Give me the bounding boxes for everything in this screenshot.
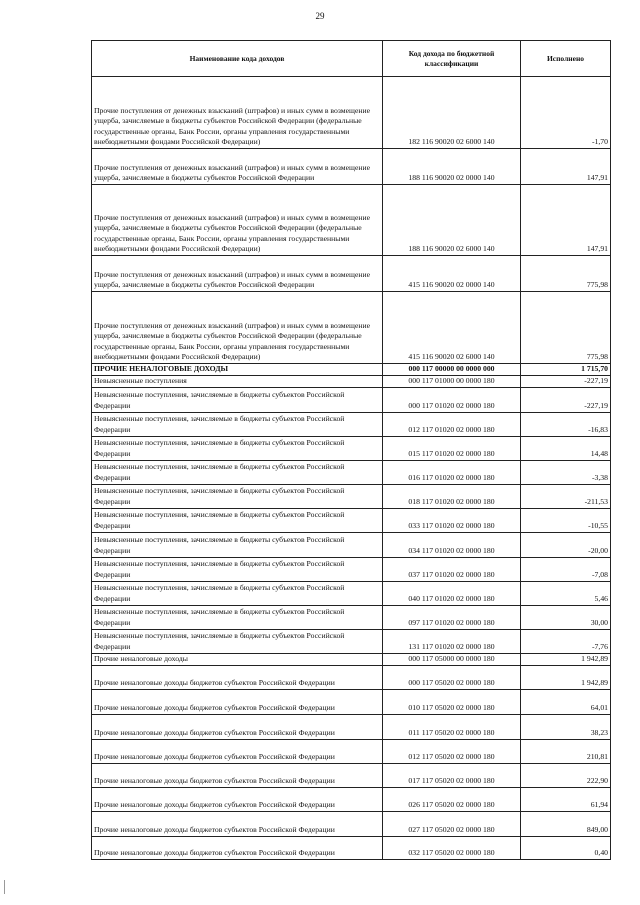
executed-amount-cell: 5,46 [521, 581, 611, 605]
table-row [92, 185, 611, 256]
budget-code-cell: 018 117 01020 02 0000 180 [383, 484, 521, 508]
budget-code-cell: 131 117 01020 02 0000 180 [383, 629, 521, 653]
executed-amount-cell: 0,40 [521, 836, 611, 859]
budget-code-cell: 182 116 90020 02 6000 140 [383, 77, 521, 149]
executed-amount-cell: -7,08 [521, 557, 611, 581]
budget-code-cell: 012 117 05020 02 0000 180 [383, 739, 521, 763]
executed-amount-cell: 1 942,89 [521, 653, 611, 665]
executed-amount-cell: 61,94 [521, 787, 611, 811]
table-row [92, 532, 611, 557]
executed-amount-cell: 1 942,89 [521, 665, 611, 689]
budget-table [91, 40, 611, 860]
table-row [92, 689, 611, 714]
table-row [92, 508, 611, 532]
income-name-cell: Прочие неналоговые доходы бюджетов субъектов Российской Федерации [92, 665, 383, 689]
header-code: Код дохода по бюджетной классификации [383, 41, 521, 77]
income-name-cell: Прочие поступления от денежных взысканий (штрафов) и иных сумм в возмещение ущерба, зачисляемые в бюджеты субъектов Российской Федерации (федеральные государственные органы, Банк России, органы управления государственными внебюджетными фондами Российской Федерации) [92, 292, 383, 364]
income-name-cell: Прочие поступления от денежных взысканий (штрафов) и иных сумм в возмещение ущерба, зачисляемые в бюджеты субъектов Российской Федерации (федеральные государственные органы, Банк России, органы управления государственными внебюджетными фондами Российской Федерации) [92, 185, 383, 256]
table-row [92, 605, 611, 629]
table-row [92, 557, 611, 581]
income-name-cell: Невыясненные поступления, зачисляемые в бюджеты субъектов Российской Федерации [92, 508, 383, 532]
executed-amount-cell: 14,48 [521, 436, 611, 460]
header-name: Наименование кода доходов [92, 41, 383, 77]
table-row [92, 375, 611, 387]
table-row [92, 364, 611, 376]
budget-code-cell: 034 117 01020 02 0000 180 [383, 532, 521, 557]
table-row [92, 763, 611, 787]
executed-amount-cell: -227,19 [521, 387, 611, 412]
budget-code-cell: 415 116 90020 02 0000 140 [383, 256, 521, 292]
executed-amount-cell: -10,55 [521, 508, 611, 532]
income-name-cell: Невыясненные поступления, зачисляемые в бюджеты субъектов Российской Федерации [92, 557, 383, 581]
income-name-cell: Прочие неналоговые доходы бюджетов субъектов Российской Федерации [92, 836, 383, 859]
income-name-cell: Невыясненные поступления, зачисляемые в бюджеты субъектов Российской Федерации [92, 387, 383, 412]
executed-amount-cell: 1 715,70 [521, 364, 611, 376]
executed-amount-cell: 210,81 [521, 739, 611, 763]
budget-code-cell: 000 117 00000 00 0000 000 [383, 364, 521, 376]
budget-code-cell: 000 117 05000 00 0000 180 [383, 653, 521, 665]
budget-code-cell: 015 117 01020 02 0000 180 [383, 436, 521, 460]
budget-code-cell: 010 117 05020 02 0000 180 [383, 689, 521, 714]
income-name-cell: Невыясненные поступления, зачисляемые в бюджеты субъектов Российской Федерации [92, 484, 383, 508]
income-name-cell: Прочие неналоговые доходы бюджетов субъектов Российской Федерации [92, 689, 383, 714]
income-name-cell: Невыясненные поступления, зачисляемые в бюджеты субъектов Российской Федерации [92, 605, 383, 629]
table-row [92, 811, 611, 836]
income-name-cell: Невыясненные поступления, зачисляемые в бюджеты субъектов Российской Федерации [92, 581, 383, 605]
executed-amount-cell: -16,83 [521, 412, 611, 436]
budget-code-cell: 026 117 05020 02 0000 180 [383, 787, 521, 811]
executed-amount-cell: -3,38 [521, 460, 611, 484]
budget-code-cell: 017 117 05020 02 0000 180 [383, 763, 521, 787]
executed-amount-cell: 222,90 [521, 763, 611, 787]
budget-code-cell: 188 116 90020 02 0000 140 [383, 149, 521, 185]
table-row [92, 387, 611, 412]
table-row [92, 256, 611, 292]
budget-code-cell: 000 117 05020 02 0000 180 [383, 665, 521, 689]
income-name-cell: Прочие неналоговые доходы бюджетов субъектов Российской Федерации [92, 739, 383, 763]
table-row [92, 484, 611, 508]
income-name-cell: Невыясненные поступления, зачисляемые в бюджеты субъектов Российской Федерации [92, 412, 383, 436]
income-name-cell: Прочие неналоговые доходы бюджетов субъектов Российской Федерации [92, 811, 383, 836]
income-name-cell: Невыясненные поступления, зачисляемые в бюджеты субъектов Российской Федерации [92, 436, 383, 460]
budget-code-cell: 040 117 01020 02 0000 180 [383, 581, 521, 605]
executed-amount-cell: 147,91 [521, 149, 611, 185]
table-row [92, 436, 611, 460]
budget-code-cell: 032 117 05020 02 0000 180 [383, 836, 521, 859]
table-row [92, 581, 611, 605]
table-row [92, 653, 611, 665]
table-body [92, 77, 611, 860]
income-name-cell: Невыясненные поступления, зачисляемые в бюджеты субъектов Российской Федерации [92, 629, 383, 653]
budget-code-cell: 012 117 01020 02 0000 180 [383, 412, 521, 436]
executed-amount-cell: 64,01 [521, 689, 611, 714]
income-name-cell: Невыясненные поступления, зачисляемые в бюджеты субъектов Российской Федерации [92, 460, 383, 484]
table-row [92, 412, 611, 436]
margin-mark [4, 880, 7, 894]
table-row [92, 460, 611, 484]
table-row [92, 292, 611, 364]
budget-code-cell: 188 116 90020 02 6000 140 [383, 185, 521, 256]
budget-code-cell: 415 116 90020 02 6000 140 [383, 292, 521, 364]
executed-amount-cell: -7,76 [521, 629, 611, 653]
table-row [92, 787, 611, 811]
executed-amount-cell: -211,53 [521, 484, 611, 508]
header-executed: Исполнено [521, 41, 611, 77]
table-header-row [92, 41, 611, 77]
executed-amount-cell: 38,23 [521, 714, 611, 739]
table-row [92, 739, 611, 763]
table-row [92, 665, 611, 689]
income-name-cell: Прочие поступления от денежных взысканий (штрафов) и иных сумм в возмещение ущерба, зачисляемые в бюджеты субъектов Российской Федерации (федеральные государственные органы, Банк России, органы управления государственными внебюджетными фондами Российской Федерации) [92, 77, 383, 149]
table-row [92, 714, 611, 739]
table-row [92, 149, 611, 185]
executed-amount-cell: 775,98 [521, 292, 611, 364]
income-name-cell: ПРОЧИЕ НЕНАЛОГОВЫЕ ДОХОДЫ [92, 364, 383, 376]
executed-amount-cell: -1,70 [521, 77, 611, 149]
income-name-cell: Прочие неналоговые доходы бюджетов субъектов Российской Федерации [92, 763, 383, 787]
table-row [92, 629, 611, 653]
executed-amount-cell: -227,19 [521, 375, 611, 387]
income-name-cell: Невыясненные поступления, зачисляемые в бюджеты субъектов Российской Федерации [92, 532, 383, 557]
budget-code-cell: 097 117 01020 02 0000 180 [383, 605, 521, 629]
income-name-cell: Прочие поступления от денежных взысканий (штрафов) и иных сумм в возмещение ущерба, зачисляемые в бюджеты субъектов Российской Федерации [92, 256, 383, 292]
income-name-cell: Прочие поступления от денежных взысканий (штрафов) и иных сумм в возмещение ущерба, зачисляемые в бюджеты субъектов Российской Федерации [92, 149, 383, 185]
table-row [92, 836, 611, 859]
budget-code-cell: 037 117 01020 02 0000 180 [383, 557, 521, 581]
executed-amount-cell: 849,00 [521, 811, 611, 836]
page-number: 29 [315, 11, 325, 21]
budget-code-cell: 011 117 05020 02 0000 180 [383, 714, 521, 739]
income-name-cell: Невыясненные поступления [92, 375, 383, 387]
executed-amount-cell: 30,00 [521, 605, 611, 629]
income-name-cell: Прочие неналоговые доходы бюджетов субъектов Российской Федерации [92, 714, 383, 739]
budget-code-cell: 016 117 01020 02 0000 180 [383, 460, 521, 484]
executed-amount-cell: 147,91 [521, 185, 611, 256]
income-name-cell: Прочие неналоговые доходы бюджетов субъектов Российской Федерации [92, 787, 383, 811]
budget-code-cell: 027 117 05020 02 0000 180 [383, 811, 521, 836]
budget-code-cell: 000 117 01000 00 0000 180 [383, 375, 521, 387]
income-name-cell: Прочие неналоговые доходы [92, 653, 383, 665]
budget-code-cell: 000 117 01020 02 0000 180 [383, 387, 521, 412]
budget-code-cell: 033 117 01020 02 0000 180 [383, 508, 521, 532]
executed-amount-cell: 775,98 [521, 256, 611, 292]
executed-amount-cell: -20,00 [521, 532, 611, 557]
table-row [92, 77, 611, 149]
